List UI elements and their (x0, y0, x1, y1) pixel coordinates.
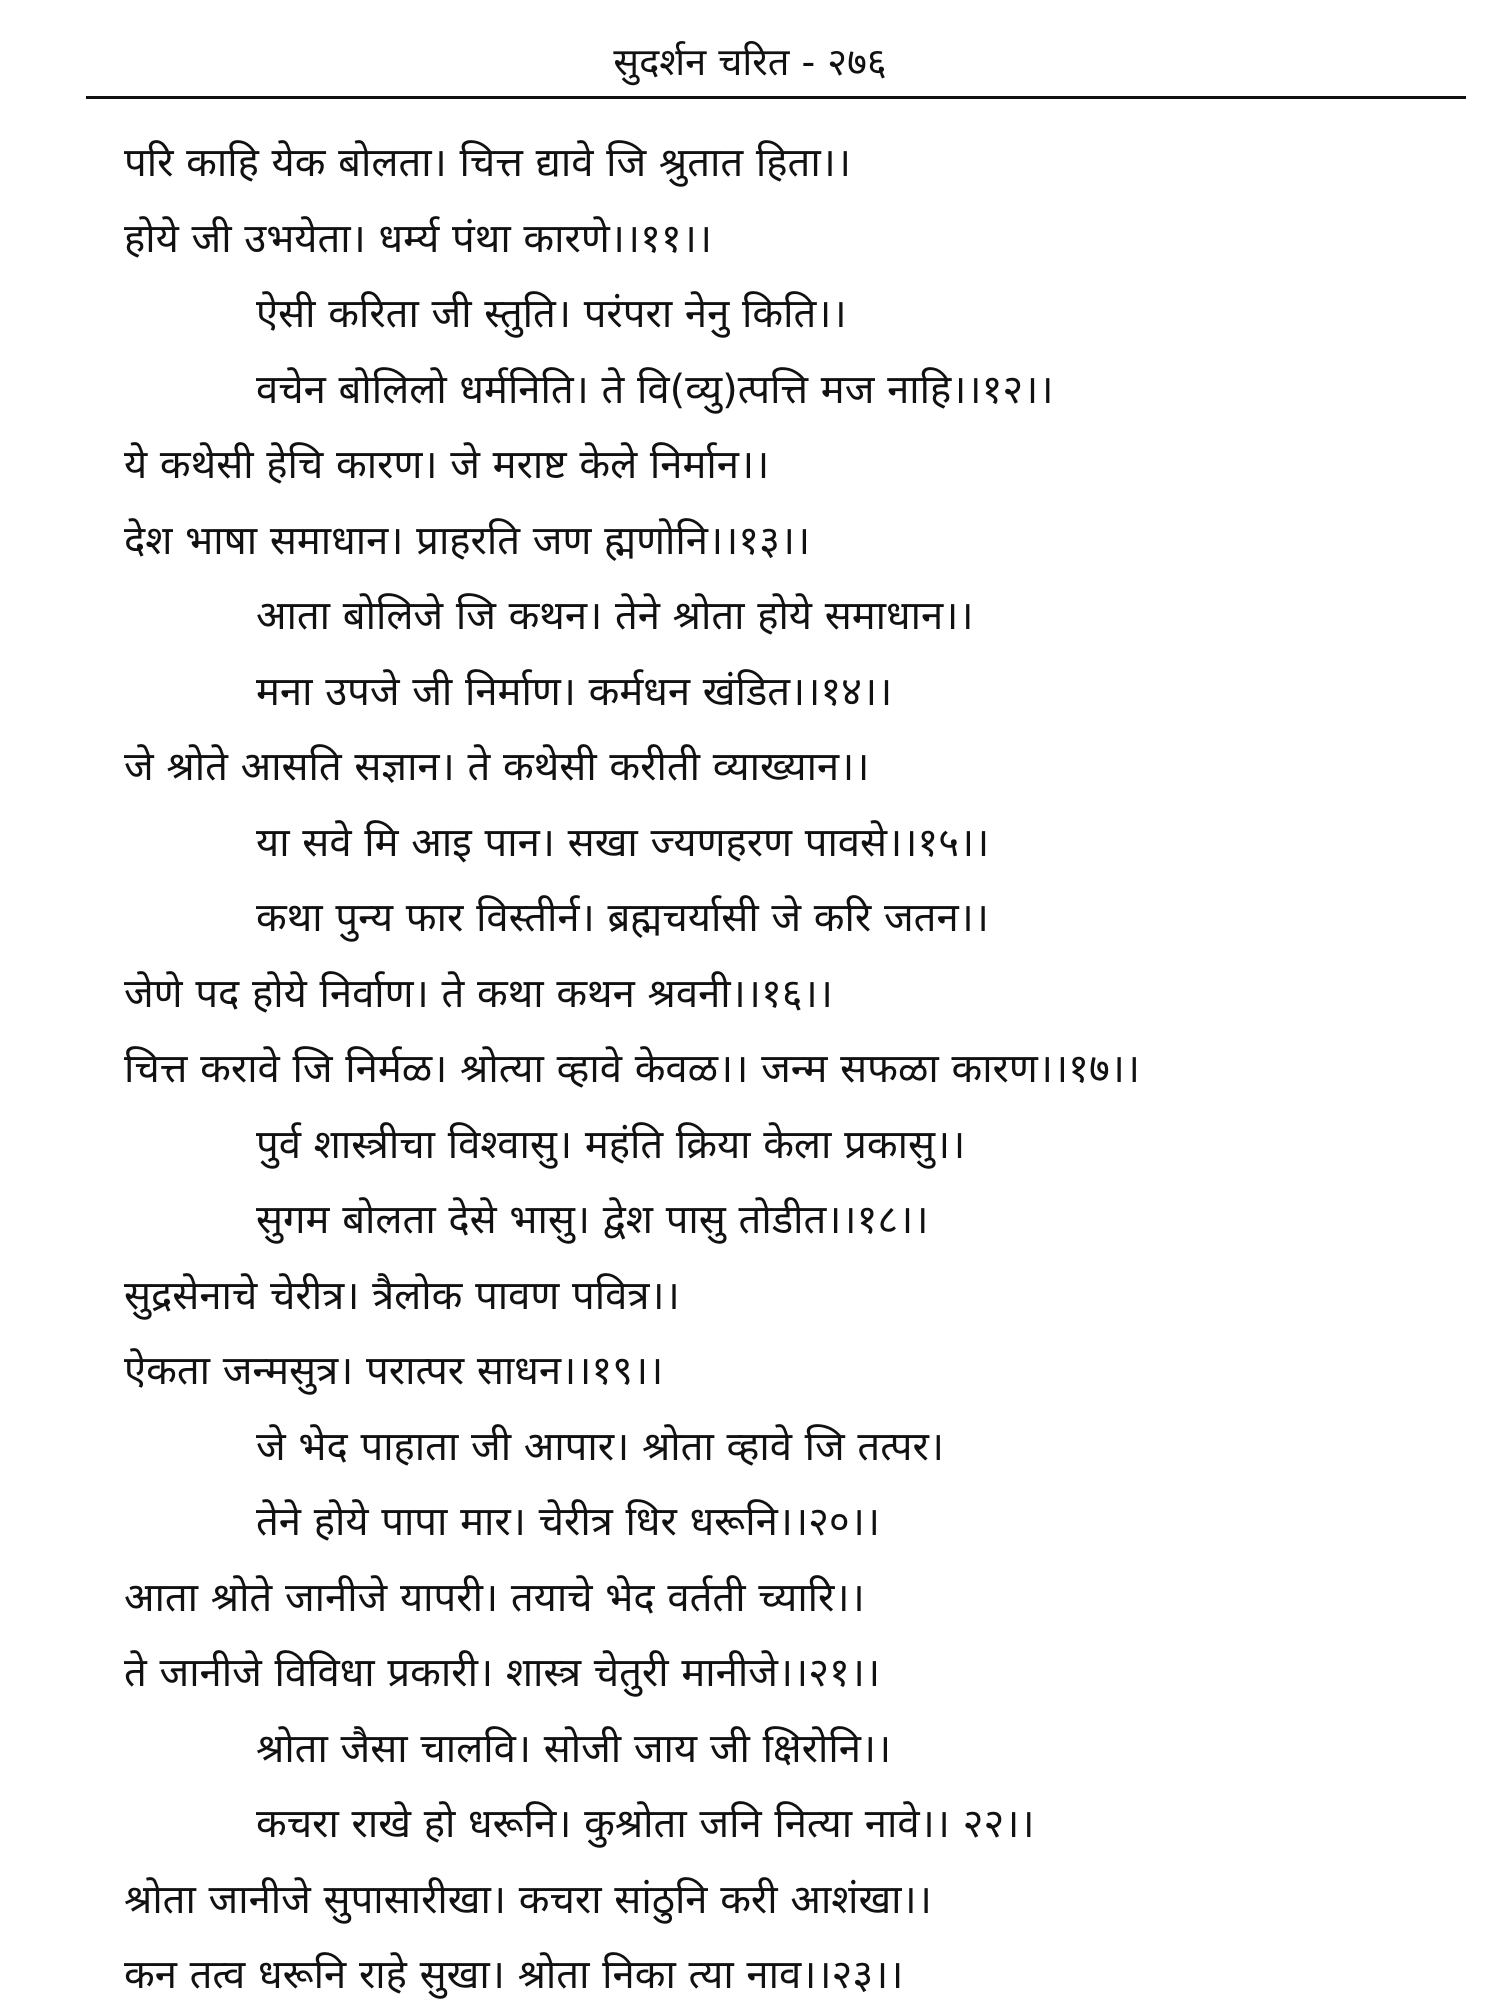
verse-line: तेने होये पापा मार। चेरीत्र धिर धरूनि।।२०।। (256, 1499, 881, 1545)
verse-line: वचेन बोलिलो धर्मनिति। ते वि(व्यु)त्पत्ति मज नाहि।।१२।। (256, 366, 1054, 413)
verse-line: आता श्रोते जानीजे यापरी। तयाचे भेद वर्तती च्यारि।। (124, 1574, 865, 1621)
verse-line: चित्त करावे जि निर्मळ। श्रोत्या व्हावे केवळ।। जन्म सफळा कारण।।१७।। (124, 1046, 1141, 1092)
verse-line: मना उपजे जी निर्माण। कर्मधन खंडित।।१४।। (256, 668, 893, 715)
verse-line: आता बोलिजे जि कथन। तेने श्रोता होये समाधान।। (256, 593, 974, 639)
verse-line: होये जी उभयेता। धर्म्य पंथा कारणे।।११।। (124, 215, 713, 262)
verse-line: सुगम बोलता देसे भासु। द्वेश पासु तोडीत।।१८।। (256, 1197, 929, 1243)
verse-line: या सवे मि आइ पान। सखा ज्यणहरण पावसे।।१५।। (256, 819, 990, 866)
verse-line: जे श्रोते आसति सज्ञान। ते कथेसी करीती व्याख्यान।। (124, 744, 870, 790)
verse-line: जे भेद पाहाता जी आपार। श्रोता व्हावे जि तत्पर। (256, 1423, 945, 1470)
verse-line: ते जानीजे विविधा प्रकारी। शास्त्र चेतुरी मानीजे।।२१।। (124, 1650, 881, 1696)
verse-line: ऐकता जन्मसुत्र। परात्पर साधन।।१९।। (124, 1348, 664, 1394)
verse-line: पुर्व शास्त्रीचा विश्वासु। महंति क्रिया केला प्रकासु।। (256, 1121, 966, 1168)
page-header-title: सुदर्शन चरित - २७६ (613, 40, 887, 84)
verse-line: कन तत्व धरूनि राहे सुखा। श्रोता निका त्या नाव।।२३।। (124, 1952, 904, 1998)
verse-line: जेणे पद होये निर्वाण। ते कथा कथन श्रवनी।।१६।। (124, 970, 833, 1017)
verse-line: श्रोता जानीजे सुपासारीखा। कचरा सांठुनि करी आशंखा।। (124, 1876, 932, 1923)
header-rule (86, 96, 1466, 99)
verse-line: श्रोता जैसा चालवि। सोजी जाय जी क्षिरोनि।। (256, 1725, 892, 1772)
verse-line: परि काहि येक बोलता। चित्त द्यावे जि श्रुतात हिता।। (124, 140, 851, 186)
verse-line: ऐसी करिता जी स्तुति। परंपरा नेनु किति।। (256, 291, 847, 337)
verse-line: कथा पुन्य फार विस्तीर्न। ब्रह्मचर्यासी जे करि जतन।। (256, 895, 989, 941)
verse-line: सुद्रसेनाचे चेरीत्र। त्रैलोक पावण पवित्र।। (124, 1272, 680, 1319)
verse-list (0, 126, 1500, 2014)
verse-line: कचरा राखे हो धरूनि। कुश्रोता जनि नित्या नावे।। २२।। (256, 1801, 1035, 1847)
verse-line: देश भाषा समाधान। प्राहरति जण ह्मणोनि।।१३।। (124, 517, 811, 564)
verse-line: ये कथेसी हेचि कारण। जे मराष्ट केले निर्मान।। (124, 442, 770, 488)
